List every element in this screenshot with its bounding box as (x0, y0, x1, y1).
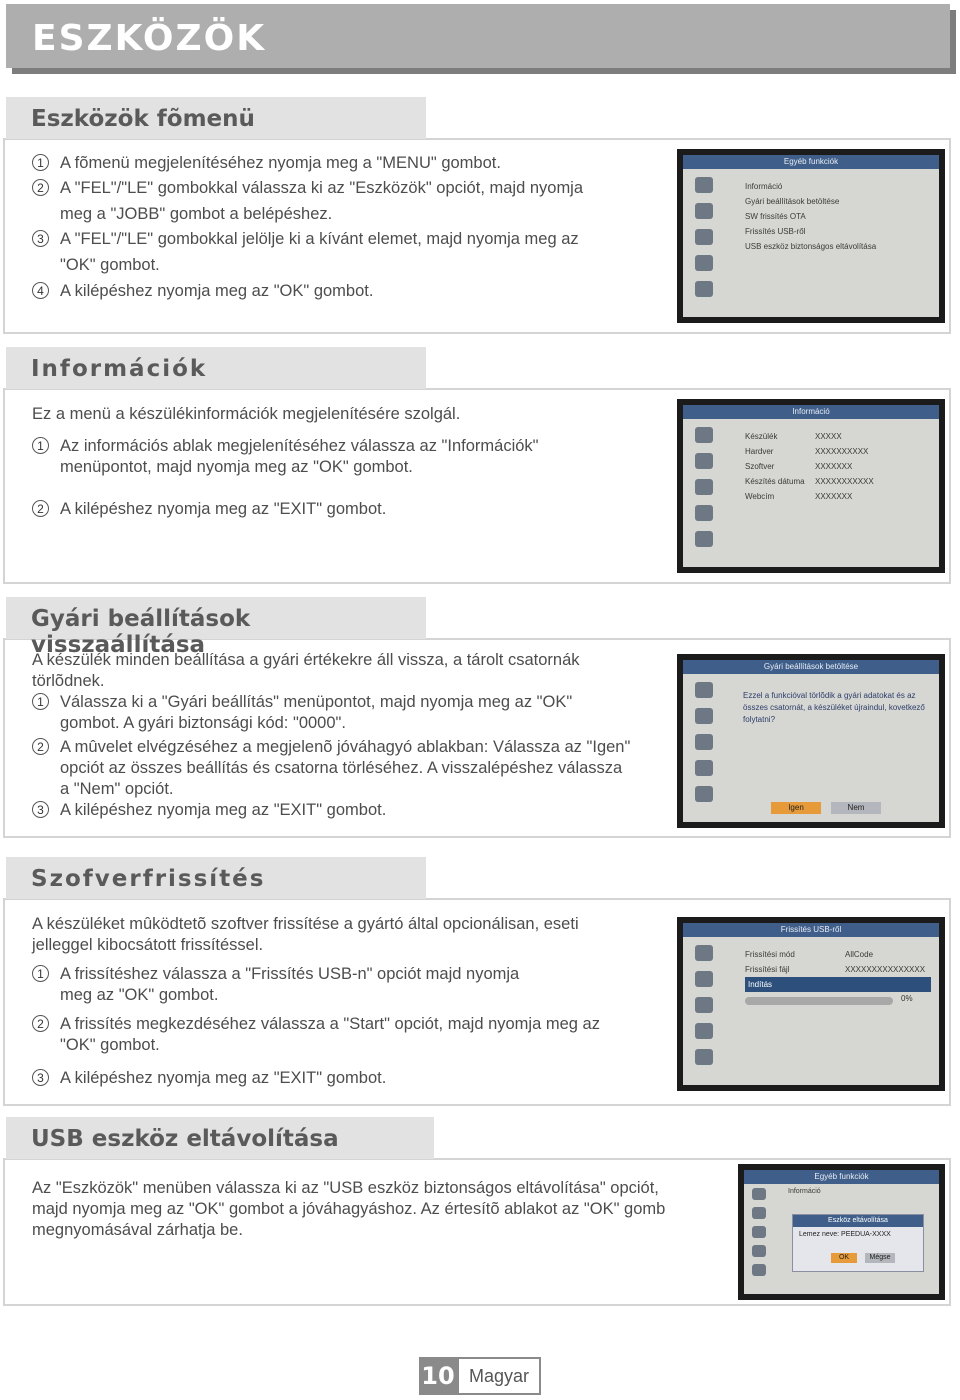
users-icon (695, 1023, 713, 1039)
update-step-1 (32, 964, 532, 1006)
update-row (745, 947, 931, 962)
start-item: Indítás (745, 977, 931, 992)
step-number: 3 (32, 1069, 49, 1086)
settings-icon (752, 1264, 766, 1276)
satellite-icon (752, 1207, 766, 1219)
settings-icon (695, 531, 713, 547)
info-value: XXXXXXXXXXX (815, 477, 874, 486)
info-key: Hardver (745, 447, 774, 456)
update-key: Frissítési mód (745, 950, 795, 959)
info-key: Webcím (745, 492, 775, 501)
screen-sidebar (695, 945, 717, 1075)
tv-icon (752, 1188, 766, 1200)
update-value: AllCode (845, 950, 874, 959)
step-number: 1 (32, 154, 49, 171)
folder-icon (752, 1226, 766, 1238)
screen-header: Egyéb funkciók (683, 155, 939, 169)
popup-title: Eszköz eltávolítása (793, 1215, 923, 1227)
factory-step-2 (32, 737, 632, 800)
tv-icon (695, 945, 713, 961)
screen-menu-item: Információ (788, 1188, 821, 1195)
settings-icon (695, 1049, 713, 1065)
settings-icon (695, 281, 713, 297)
step-number: 2 (32, 1015, 49, 1032)
tv-icon (695, 177, 713, 193)
update-row (745, 962, 931, 977)
step-text: A fõmenü megjelenítéséhez nyomja meg a "MENU" gombot. (60, 154, 501, 172)
step-text: A "FEL"/"LE" gombokkal válassza ki az "Eszközök" opciót, majd nyomja meg a "JOBB" gombot a belépéshez. (60, 179, 584, 223)
step-text: A kilépéshez nyomja meg az "EXIT" gombot. (60, 500, 387, 518)
factory-dialog-text: Ezzel a funkcióval törlõdik a gyári adatokat és az összes csatornát, a készüléket újraindul, kovetkező folytatni? (743, 691, 925, 724)
page-title: ESZKÖZÖK (32, 18, 267, 59)
folder-icon (695, 734, 713, 750)
screen-menu-item: Gyári beállítások betöltése (745, 197, 840, 206)
screen-sidebar (695, 177, 717, 307)
step-text: A kilépéshez nyomja meg az "EXIT" gombot. (60, 801, 387, 819)
users-icon (695, 760, 713, 776)
step-text: A frissítéshez válassza a "Frissítés USB-n" opciót majd nyomja meg az "OK" gombot. (60, 965, 520, 1004)
ok-button: OK (831, 1253, 857, 1263)
info-key: Szoftver (745, 462, 775, 471)
step-number: 3 (32, 230, 49, 247)
users-icon (752, 1245, 766, 1257)
info-key: Készítés dátuma (745, 477, 805, 486)
screen-header: Gyári beállítások betöltése (683, 660, 939, 674)
screen-menu-item: Frissítés USB-ről (745, 227, 806, 236)
update-step-2 (32, 1014, 612, 1056)
screen-sidebar (695, 682, 717, 812)
tv-icon (695, 427, 713, 443)
usb-screenshot (738, 1164, 945, 1300)
info-row (745, 474, 931, 489)
section-update-title: Szofverfrissítés (6, 857, 426, 899)
folder-icon (695, 479, 713, 495)
screen-header: Információ (683, 405, 939, 419)
users-icon (695, 505, 713, 521)
step-text: A "FEL"/"LE" gombokkal jelölje ki a kívánt elemet, majd nyomja meg az "OK" gombot. (60, 230, 579, 274)
step-text: A kilépéshez nyomja meg az "EXIT" gombot. (60, 1069, 387, 1087)
step-number: 1 (32, 693, 49, 710)
info-step-2 (32, 499, 632, 520)
screen-sidebar (695, 427, 717, 557)
yes-button: Igen (771, 802, 821, 814)
step-text: Az információs ablak megjelenítéséhez válassza az "Információk" menüpontot, majd nyomja meg az "OK" gombot. (60, 437, 539, 476)
update-value: XXXXXXXXXXXXXXX (845, 965, 926, 974)
step-number: 2 (32, 179, 49, 196)
info-key: Készülék (745, 432, 778, 441)
satellite-icon (695, 971, 713, 987)
step-number: 3 (32, 801, 49, 818)
step-number: 2 (32, 500, 49, 517)
screen-header: Egyéb funkciók (744, 1170, 939, 1184)
info-value: XXXXX (815, 432, 842, 441)
satellite-icon (695, 203, 713, 219)
step-number: 1 (32, 437, 49, 454)
factory-screenshot (677, 654, 945, 828)
update-step-3 (32, 1068, 612, 1089)
factory-step-1 (32, 692, 612, 734)
screen-menu-item: USB eszköz biztonságos eltávolítása (745, 242, 877, 251)
folder-icon (695, 229, 713, 245)
step-text: Válassza ki a "Gyári beállítás" menüpontot, majd nyomja meg az "OK" gombot. A gyári biztonsági kód: "0000". (60, 693, 573, 732)
info-step-1 (32, 436, 632, 478)
satellite-icon (695, 453, 713, 469)
menu-step-1 (32, 153, 632, 174)
page-language: Magyar (457, 1357, 541, 1395)
menu-step-2 (32, 178, 612, 227)
usb-popup (792, 1214, 924, 1272)
step-text: A kilépéshez nyomja meg az "OK" gombot. (60, 282, 374, 300)
info-value: XXXXXXX (815, 492, 853, 501)
page-header (6, 4, 950, 68)
tv-icon (695, 682, 713, 698)
popup-line: Lemez neve: PEEDUA-XXXX (799, 1231, 891, 1238)
factory-step-3 (32, 800, 632, 821)
info-row (745, 489, 931, 504)
section-factory-title: Gyári beállítások visszaállítása (6, 597, 426, 639)
screen-header: Frissítés USB-ről (683, 923, 939, 937)
section-menu-title: Eszközök fõmenü (6, 97, 426, 139)
update-progress-bar (745, 997, 893, 1005)
update-screenshot (677, 917, 945, 1091)
update-key: Frissítési fájl (745, 965, 790, 974)
screen-menu-item: SW frissítés OTA (745, 212, 806, 221)
info-row (745, 444, 931, 459)
menu-step-4 (32, 281, 612, 302)
section-usb-title: USB eszköz eltávolítása (6, 1117, 434, 1159)
step-text: A mûvelet elvégzéséhez a megjelenõ jóváhagyó ablakban: Válassza az "Igen" opciót az összes beállítás és csatorna törléséhez. A visszalépéshez válassza a "Nem" opciót. (60, 738, 631, 798)
usb-intro: Az "Eszközök" menüben válassza ki az "USB eszköz biztonságos eltávolítása" opciót, majd nyomja meg az "OK" gombot a jóváhagyáshoz. Az értesítõ ablakot az "OK" gomb megnyomásával zárhatja be. (32, 1179, 666, 1239)
screen-sidebar (752, 1188, 774, 1283)
menu-step-3 (32, 229, 612, 278)
info-value: XXXXXXX (815, 462, 853, 471)
step-number: 1 (32, 965, 49, 982)
cancel-button: Mégse (865, 1253, 895, 1263)
section-info-title: Információk (6, 347, 426, 389)
info-value: XXXXXXXXXX (815, 447, 869, 456)
step-text: A frissítés megkezdéséhez válassza a "Start" opciót, majd nyomja meg az "OK" gombot. (60, 1015, 600, 1054)
folder-icon (695, 997, 713, 1013)
screen-menu-item: Információ (745, 182, 783, 191)
info-intro: Ez a menü a készülékinformációk megjelenítésére szolgál. (32, 405, 461, 423)
update-progress-label: 0% (901, 994, 913, 1003)
info-row (745, 459, 931, 474)
users-icon (695, 255, 713, 271)
info-row (745, 429, 931, 444)
step-number: 4 (32, 282, 49, 299)
settings-icon (695, 786, 713, 802)
info-screenshot (677, 399, 945, 573)
satellite-icon (695, 708, 713, 724)
update-intro: A készüléket mûködtetõ szoftver frissítése a gyártó által opcionálisan, eseti jelleggel kibocsátott frissítéssel. (32, 915, 579, 954)
menu-screenshot (677, 149, 945, 323)
no-button: Nem (831, 802, 881, 814)
step-number: 2 (32, 738, 49, 755)
factory-intro: A készülék minden beállítása a gyári értékekre áll vissza, a tárolt csatornák törlõdnek. (32, 651, 580, 690)
page-number: 10 (419, 1357, 457, 1395)
